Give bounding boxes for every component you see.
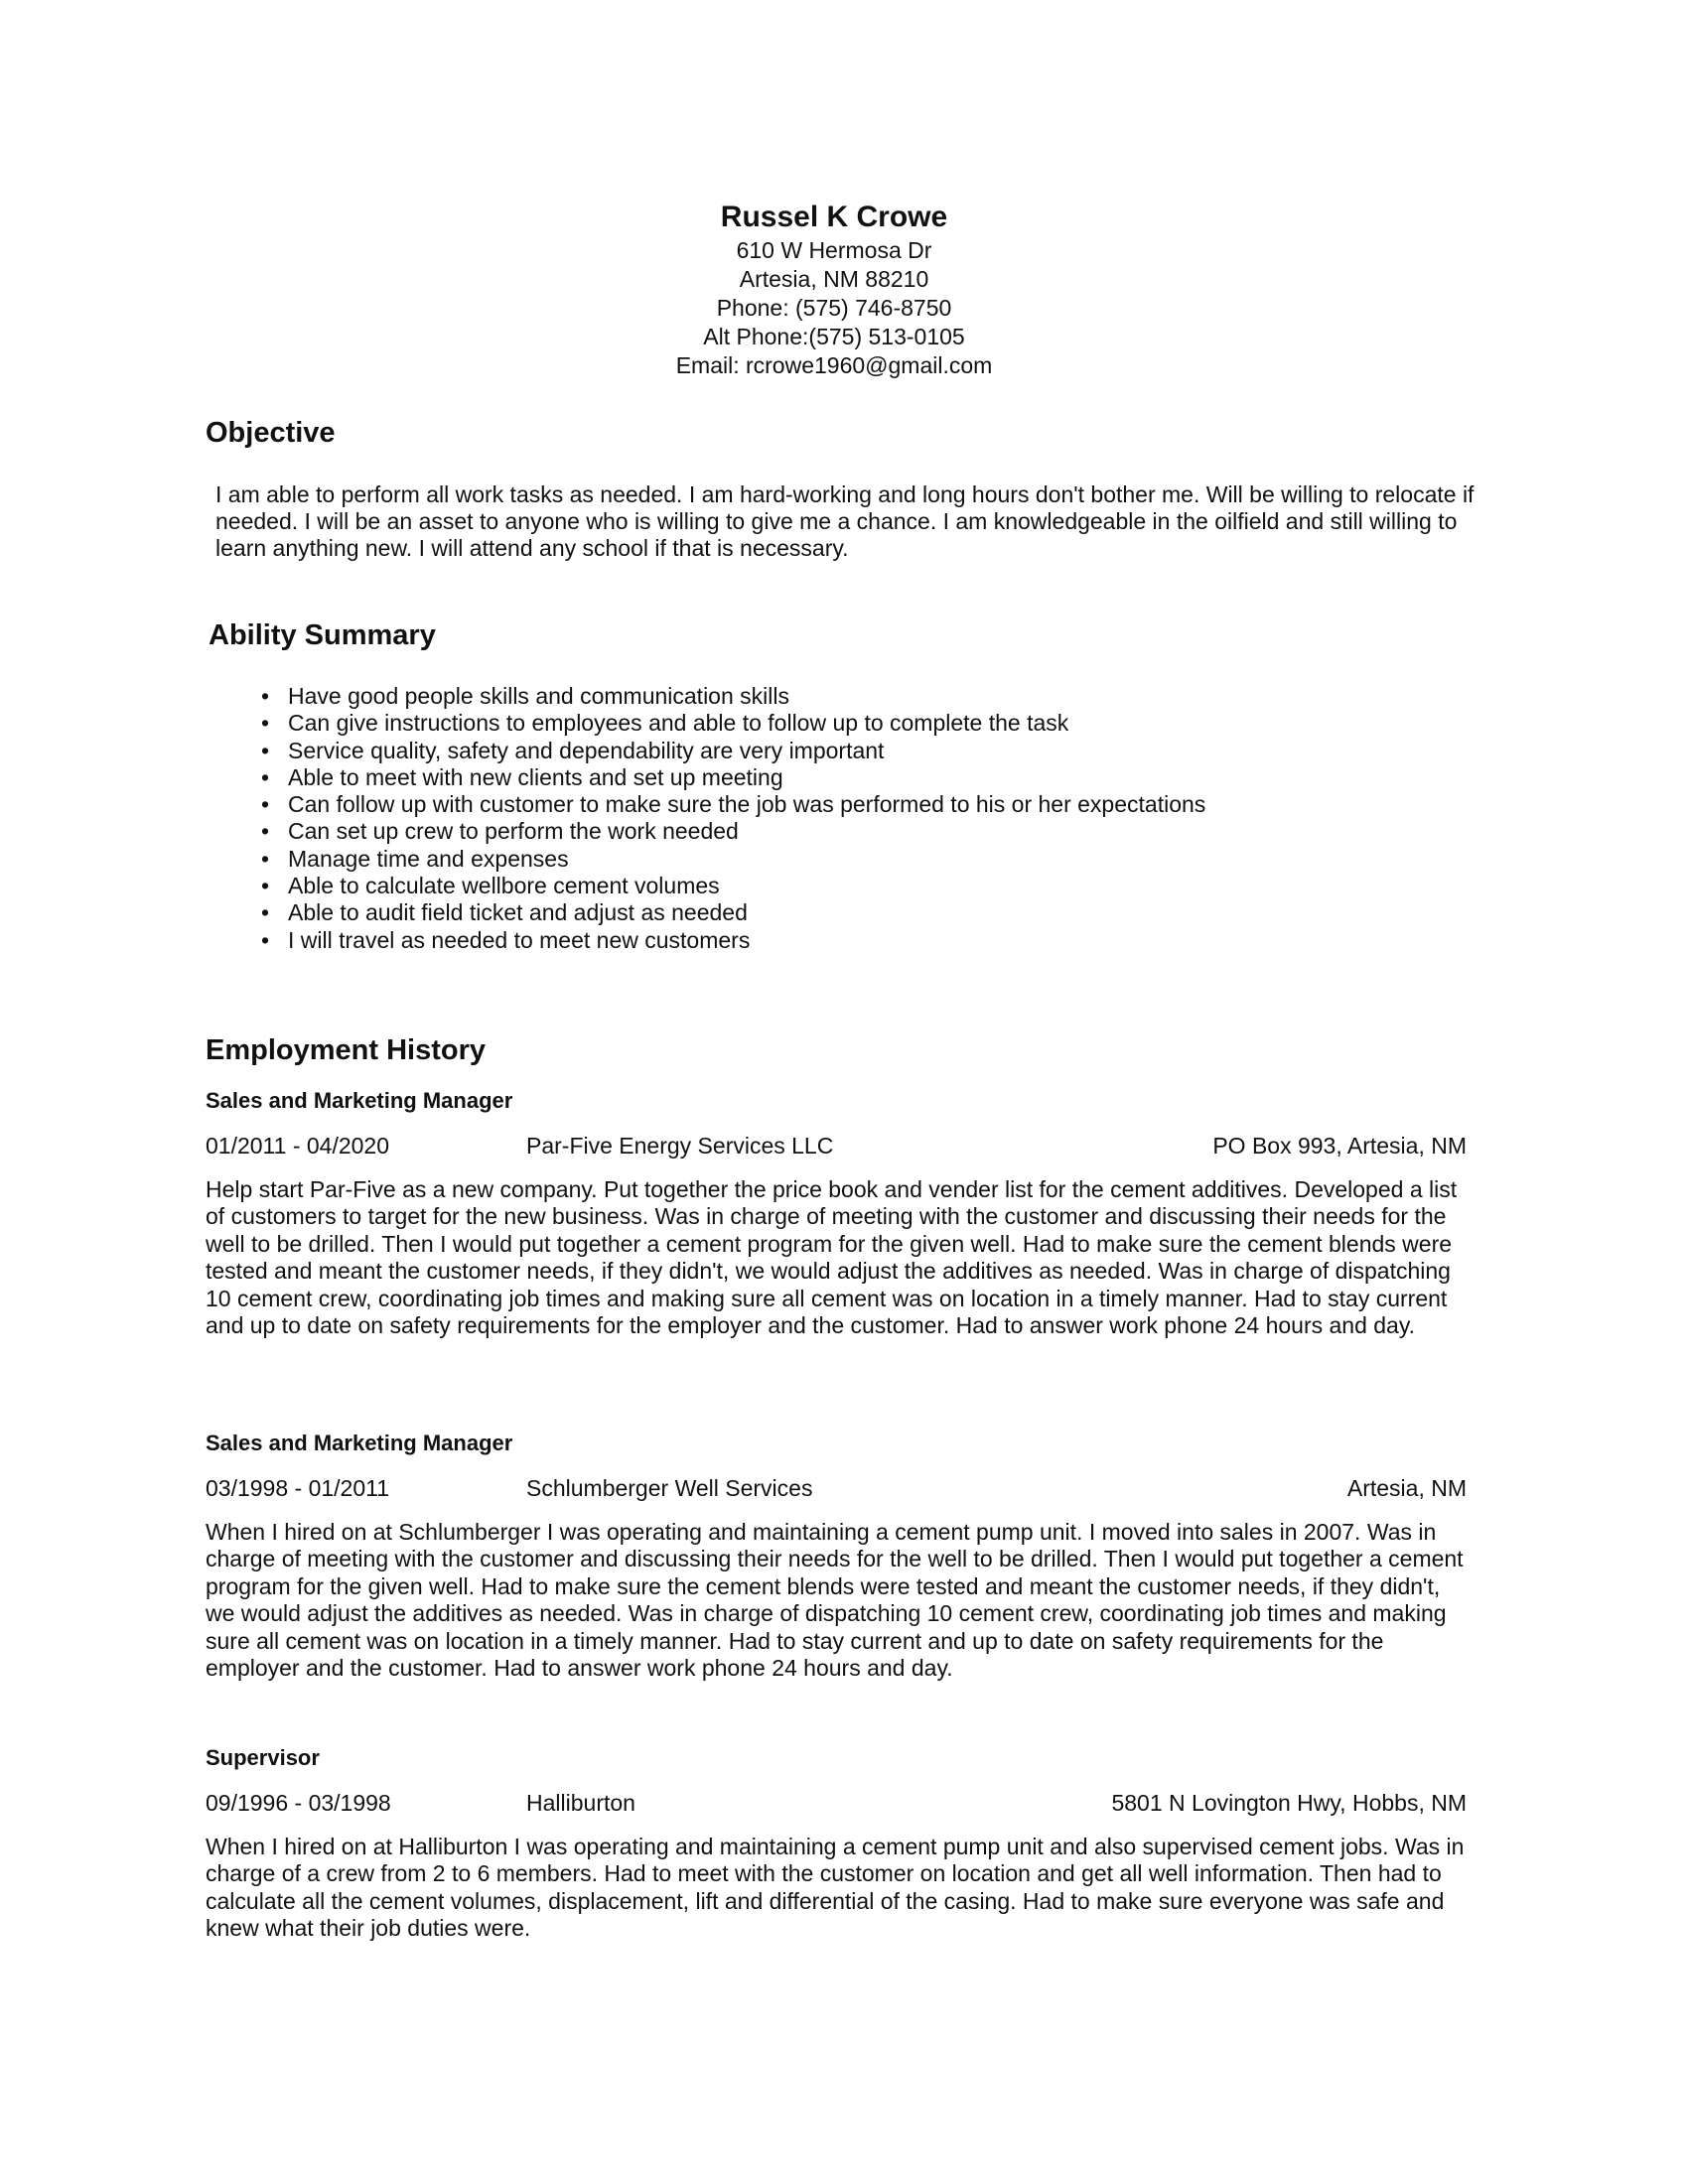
- address-line-2: Artesia, NM 88210: [739, 266, 929, 292]
- phone: Phone: (575) 746-8750: [716, 295, 952, 321]
- list-item: • Have good people skills and communication skills: [261, 683, 789, 709]
- job-location: 5801 N Lovington Hwy, Hobbs, NM: [1111, 1790, 1467, 1816]
- bullet-icon: •: [261, 926, 270, 953]
- job-title: Sales and Marketing Manager: [206, 1431, 513, 1455]
- bullet-icon: •: [261, 873, 270, 899]
- list-item: • I will travel as needed to meet new customers: [261, 926, 751, 953]
- job-meta: [206, 1788, 1467, 1818]
- bullet-icon: •: [261, 710, 270, 737]
- list-item: • Service quality, safety and dependability are very important: [261, 737, 885, 763]
- job-company: Par-Five Energy Services LLC: [526, 1133, 834, 1159]
- alt-phone: Alt Phone:(575) 513-0105: [703, 324, 965, 349]
- job-meta: [206, 1131, 1467, 1160]
- bullet-icon: •: [261, 791, 270, 818]
- job-entry: [206, 1430, 1467, 1682]
- objective-heading: Objective: [206, 417, 336, 449]
- list-item: • Can give instructions to employees and able to follow up to complete the task: [261, 710, 1069, 737]
- job-description: When I hired on at Halliburton I was operating and maintaining a cement pump unit and also supervised cement jobs. Was in charge of a crew from 2 to 6 members. Had to meet with the customer on location and get all well information. Then had to calculate all the cement volumes, displacement, lift and differential of the casing. Had to make sure everyone was safe and knew what their job duties were.: [206, 1834, 1465, 1942]
- ability-summary-heading: Ability Summary: [209, 619, 436, 651]
- list-item: • Can set up crew to perform the work needed: [261, 818, 739, 845]
- candidate-name: Russel K Crowe: [720, 201, 948, 233]
- job-meta: [206, 1473, 1467, 1503]
- bullet-icon: •: [261, 818, 270, 845]
- list-item: • Able to audit field ticket and adjust as needed: [261, 899, 748, 926]
- bullet-icon: •: [261, 845, 270, 872]
- job-location: PO Box 993, Artesia, NM: [1212, 1133, 1467, 1159]
- bullet-icon: •: [261, 763, 270, 790]
- list-item: • Able to meet with new clients and set up meeting: [261, 763, 783, 790]
- job-dates: 09/1996 - 03/1998: [206, 1790, 391, 1816]
- bullet-icon: •: [261, 737, 270, 763]
- list-item: • Manage time and expenses: [261, 845, 569, 872]
- resume-header: [0, 199, 1668, 380]
- job-description: Help start Par-Five as a new company. Put together the price book and vender list for the cement additives. Developed a list of customers to target for the new business. Was in charge of meeting with the customer and discussing their needs for the well to be drilled. Then I would put together a cement program for the given well. Had to make sure the cement blends were tested and meant the customer needs, if they didn't, we would adjust the additives as needed. Was in charge of dispatching 10 cement crew, coordinating job times and making sure all cement was on location in a timely manner. Had to stay current and up to date on safety requirements for the employer and the customer. Had to answer work phone 24 hours and day.: [206, 1176, 1458, 1339]
- objective-text: I am able to perform all work tasks as needed. I am hard-working and long hours don't bother me. Will be willing to relocate if needed. I will be an asset to anyone who is willing to give me a chance. I am knowledgeable in the oilfield and still willing to learn anything new. I will attend any school if that is necessary.: [215, 481, 1475, 561]
- list-item: • Able to calculate wellbore cement volumes: [261, 873, 720, 899]
- address-line-1: 610 W Hermosa Dr: [736, 237, 932, 263]
- job-company: Schlumberger Well Services: [526, 1475, 813, 1501]
- employment-history-heading: Employment History: [206, 1034, 486, 1066]
- job-entry: [206, 1744, 1467, 1943]
- job-entry: [206, 1087, 1467, 1339]
- job-description: When I hired on at Schlumberger I was operating and maintaining a cement pump unit. I moved into sales in 2007. Was in charge of meeting with the customer and discussing their needs for the well to be drilled. Then I would put together a cement program for the given well. Had to make sure the cement blends were tested and meant the customer needs, if they didn't, we would adjust the additives as needed. Was in charge of dispatching 10 cement crew, coordinating job times and making sure all cement was on location in a timely manner. Had to stay current and up to date on safety requirements for the employer and the customer. Had to answer work phone 24 hours and day.: [206, 1519, 1464, 1682]
- job-location: Artesia, NM: [1346, 1475, 1467, 1501]
- bullet-icon: •: [261, 683, 270, 709]
- ability-summary-list: [261, 683, 1206, 954]
- bullet-icon: •: [261, 899, 270, 926]
- job-dates: 03/1998 - 01/2011: [206, 1475, 390, 1501]
- job-title: Supervisor: [206, 1745, 320, 1770]
- list-item: • Can follow up with customer to make sure the job was performed to his or her expectations: [261, 791, 1206, 818]
- job-dates: 01/2011 - 04/2020: [206, 1133, 390, 1159]
- job-title: Sales and Marketing Manager: [206, 1088, 513, 1113]
- job-company: Halliburton: [526, 1790, 635, 1816]
- email: Email: rcrowe1960@gmail.com: [675, 352, 993, 378]
